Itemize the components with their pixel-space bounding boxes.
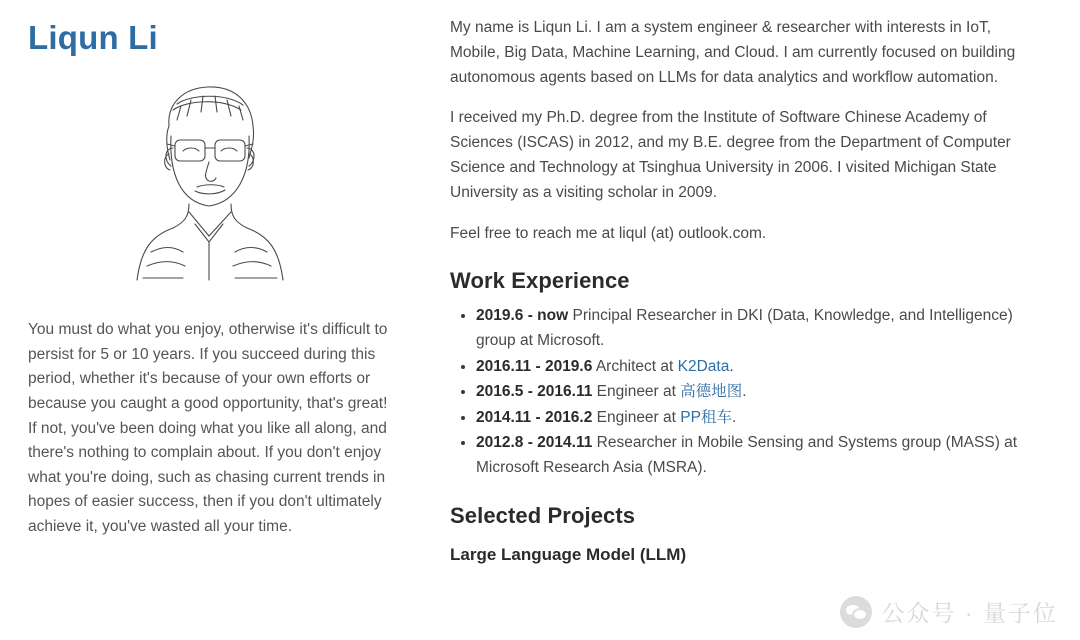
list-item — [476, 304, 1036, 353]
work-description-tail: . — [729, 357, 734, 375]
bio-paragraph-1: My name is Liqun Li. I am a system engineer & researcher with interests in IoT, Mobile, Big Data, Machine Learning, and Cloud. I am currently focused on building autonomous agents based on LLMs for data analytics and workflow automation. — [450, 19, 1016, 86]
work-experience-list — [450, 304, 1036, 480]
work-description-tail: . — [742, 383, 747, 401]
work-description: Researcher in Mobile Sensing and Systems group (MASS) at Microsoft Research Asia (MSRA). — [476, 434, 1018, 476]
work-link-k2data[interactable]: K2Data — [677, 357, 730, 375]
work-period: 2019.6 - now — [476, 307, 569, 325]
work-experience-heading: Work Experience — [450, 268, 630, 294]
quote-text: You must do what you enjoy, otherwise it's difficult to persist for 5 or 10 years. If you succeed during this period, whether it's because of your own efforts or because you caught a good opportunity, that's great! If not, you've been doing what you like all along, and there's nothing to complain about. If you don't enjoy what you're doing, such as chasing current trends in hopes of easier success, then if you don't ultimately achieve it, you've wasted all your time. — [28, 321, 388, 536]
bio-paragraph-3: Feel free to reach me at liqul (at) outlook.com. — [450, 224, 767, 242]
portrait-container — [28, 74, 390, 288]
watermark-text: 公众号 · 量子位 — [881, 600, 1058, 626]
work-link-amap[interactable]: 高德地图 — [680, 383, 743, 401]
left-column — [0, 0, 420, 640]
selected-projects-heading: Selected Projects — [450, 502, 636, 528]
wechat-icon — [840, 596, 872, 628]
list-item — [476, 380, 1036, 405]
work-description: Principal Researcher in DKI (Data, Knowledge, and Intelligence) group at Microsoft. — [476, 307, 1013, 349]
bio-paragraph-2: I received my Ph.D. degree from the Institute of Software Chinese Academy of Sciences (ISCAS) in 2012, and my B.E. degree from the Department of Computer Science and Technology at Tsinghua University in 2006. I visited Michigan State University as a visiting scholar in 2009. — [450, 109, 1011, 201]
work-description: Architect at — [595, 357, 678, 375]
work-period: 2016.11 - 2019.6 — [476, 357, 593, 375]
right-column — [420, 0, 1080, 640]
projects-subheading-llm: Large Language Model (LLM) — [450, 544, 687, 564]
work-period: 2012.8 - 2014.11 — [476, 434, 593, 452]
portrait-sketch-image — [111, 74, 307, 288]
work-period: 2016.5 - 2016.11 — [476, 383, 593, 401]
work-link-ppzuche[interactable]: PP租车 — [680, 408, 732, 426]
work-description-tail: . — [731, 408, 737, 426]
portrait-svg — [111, 74, 307, 288]
list-item — [476, 431, 1036, 480]
work-period: 2014.11 - 2016.2 — [476, 408, 593, 426]
work-description: Engineer at — [596, 383, 681, 401]
list-item — [476, 406, 1036, 431]
watermark — [840, 595, 1058, 628]
page-title: Liqun Li — [28, 19, 158, 56]
work-description: Engineer at — [596, 408, 681, 426]
list-item — [476, 355, 1036, 380]
